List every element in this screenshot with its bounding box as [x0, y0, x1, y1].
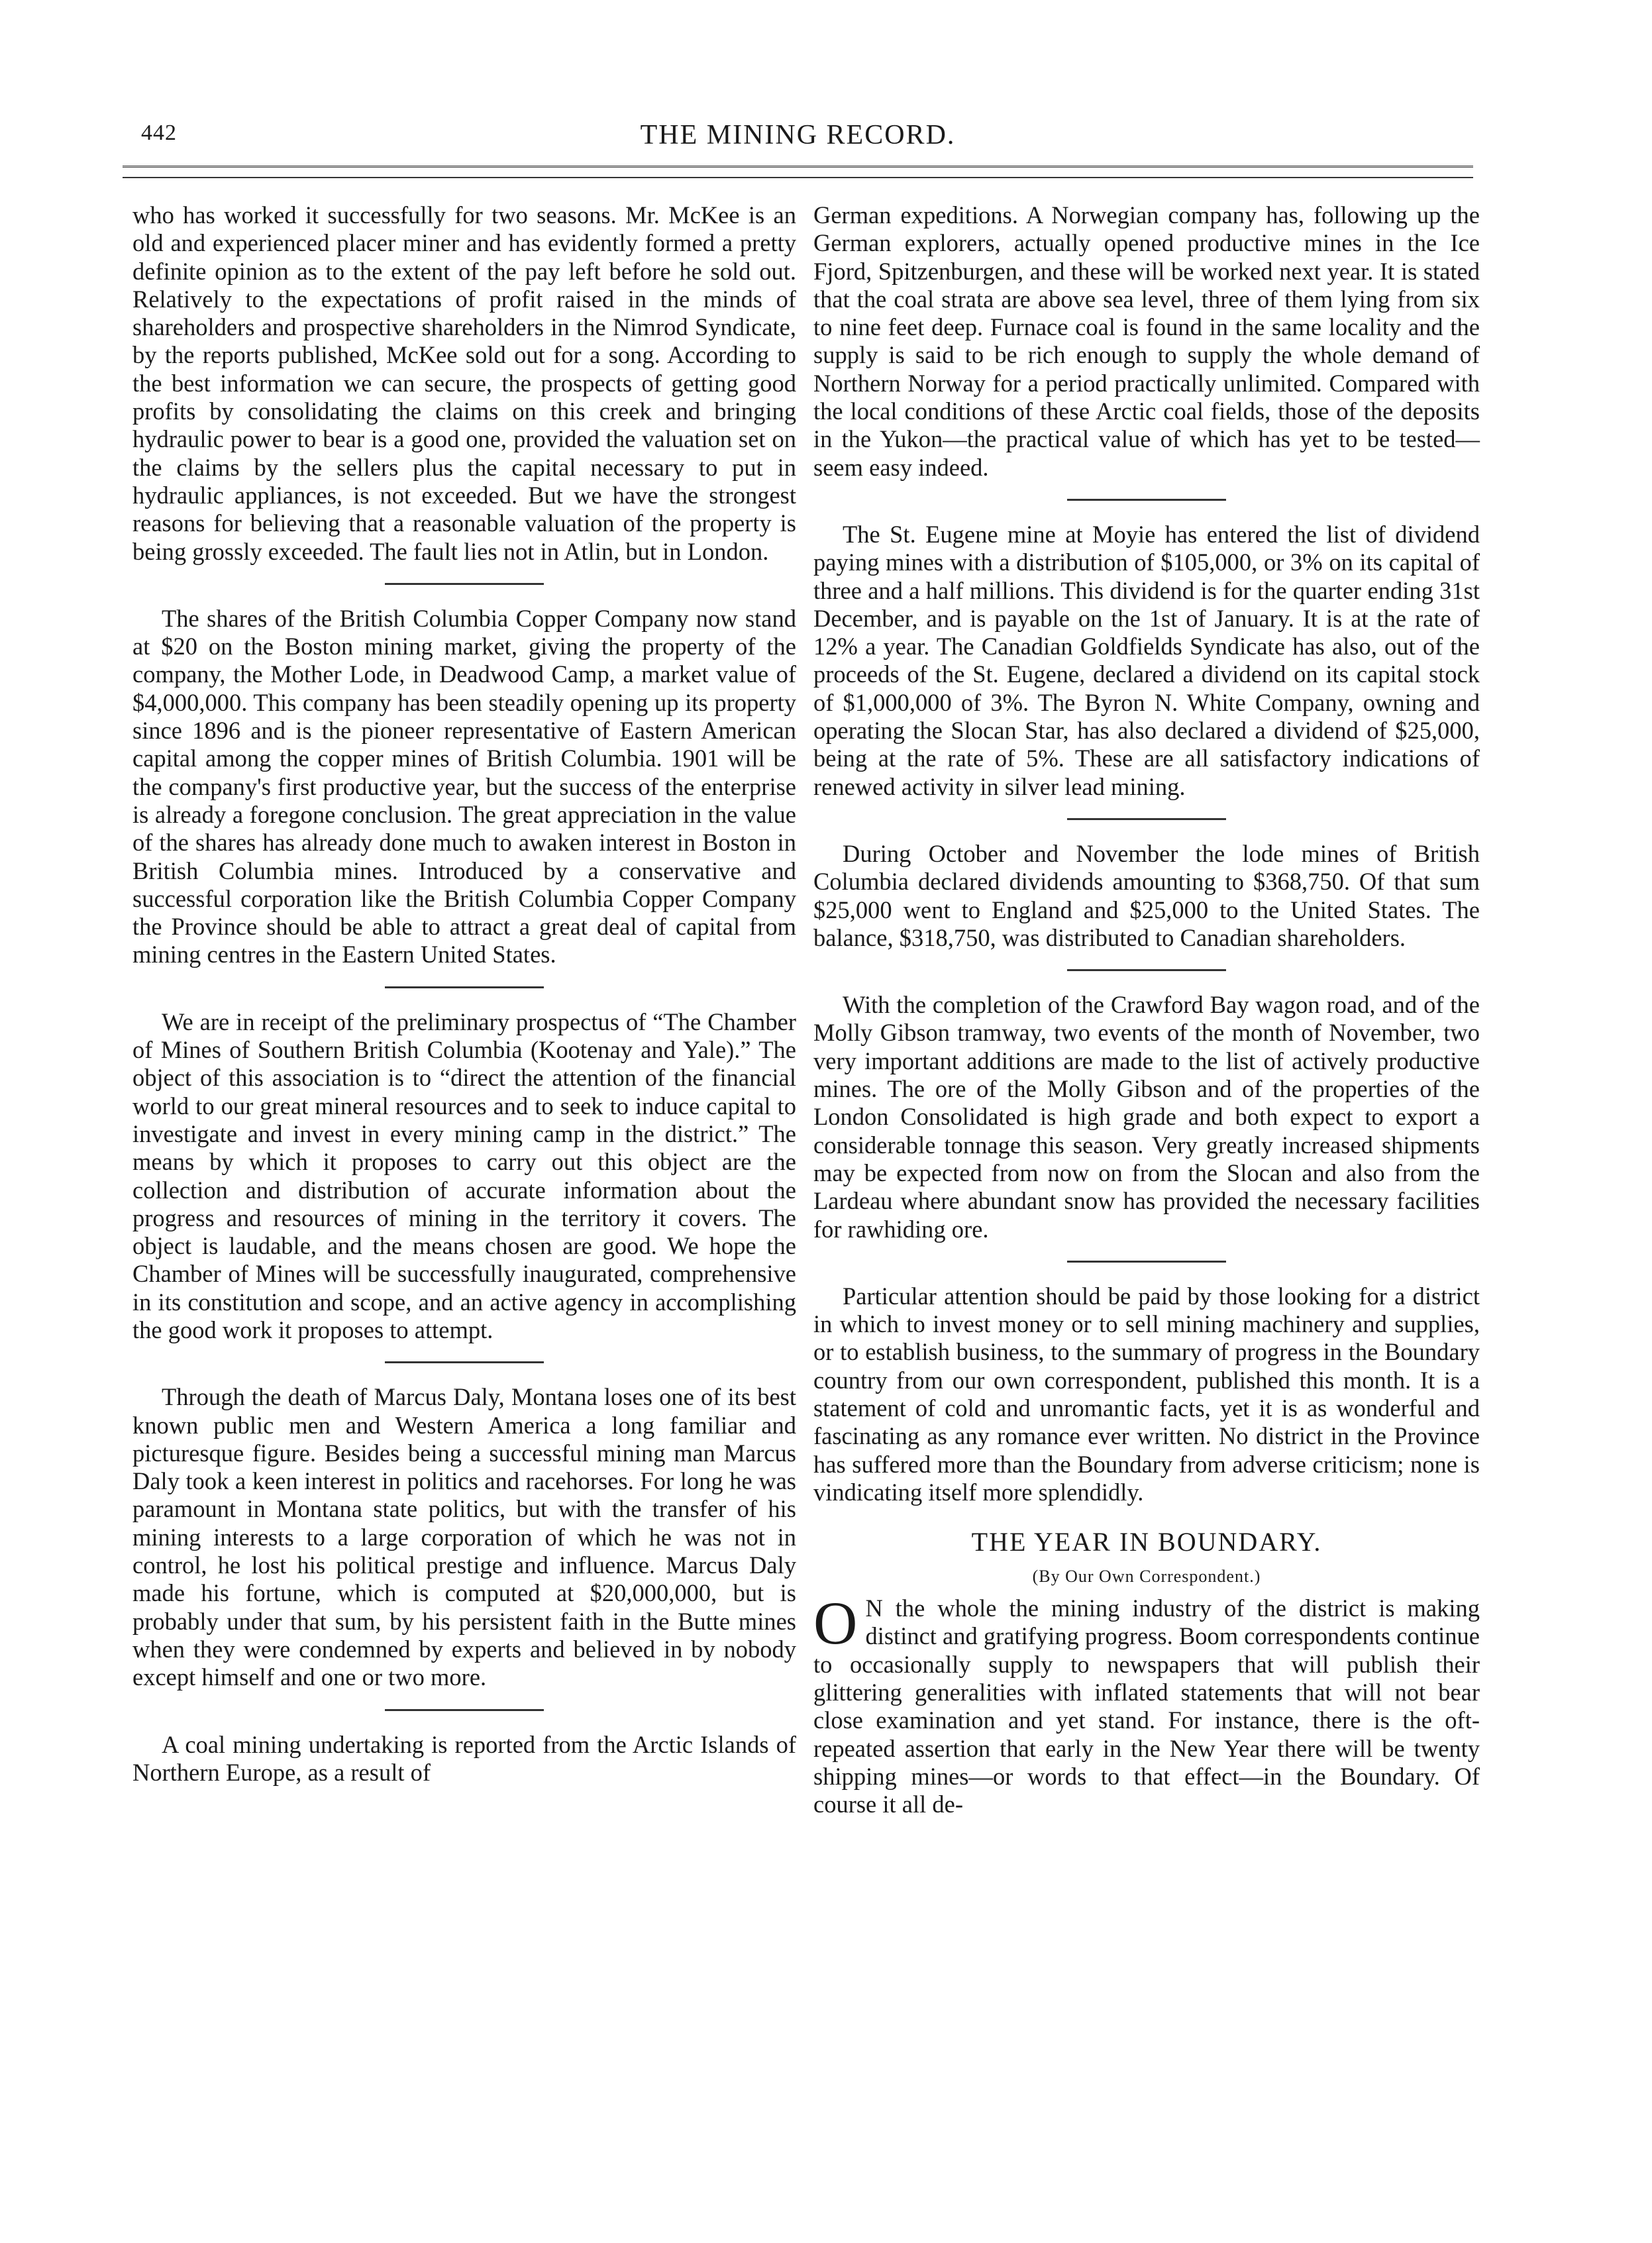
section-divider — [385, 583, 544, 585]
header-rule — [123, 166, 1473, 178]
article-arctic-coal-continued: German expeditions. A Norwegian company has, following up the German explorers, actually opened productive mines in the Ice Fjord, Spitzenburgen, and these will be worked next year. It is stated that the coal strata are above sea level, three of them lying from six to nine feet deep. Furnace coal is found in the same locality and the supply is said to be rich enough to supply the whole demand of Northern Norway for a period practically unlimited. Compared with the local conditions of these Arctic coal fields, those of the deposits in the Yukon—the practical value of which has yet to be tested—seem easy indeed. — [813, 201, 1480, 481]
drop-cap: O — [813, 1589, 858, 1657]
section-divider — [1067, 1261, 1226, 1263]
section-divider — [385, 1361, 544, 1363]
running-head: THE MINING RECORD. — [640, 120, 956, 150]
section-divider — [385, 1709, 544, 1711]
article-marcus-daly: Through the death of Marcus Daly, Montana loses one of its best known public men and Western America a long familiar and picturesque figure. Besides being a successful mining man Marcus Daly took a keen interest in politics and racehorses. For long he was paramount in Montana state politics, but with the transfer of his mining interests to a large corporation of which he was not in control, he lost his political prestige and influence. Marcus Daly made his fortune, which is computed at $20,000,000, but is probably under that sum, by his persistent faith in the Butte mines when they were condemned by experts and believed in by nobody except himself and one or two more. — [132, 1383, 796, 1691]
boundary-text: N the whole the mining industry of the district is making distinct and gratifying progress. Boom correspondents continue to occasionally supply to newspapers that will publish their glittering generalities with inflated statements that will not bear close examination and yet stand. For instance, there is the oft-repeated assertion that early in the New Year there will be twenty shipping mines—or words to that effect—in the Boundary. Of course it all de- — [813, 1594, 1480, 1818]
article-arctic-coal-start: A coal mining undertaking is reported from the Arctic Islands of Northern Europe, as a result of — [132, 1730, 796, 1786]
byline: (By Our Own Correspondent.) — [1032, 1567, 1261, 1587]
section-divider — [1067, 499, 1226, 501]
section-divider — [1067, 969, 1226, 971]
article-year-in-boundary — [813, 1589, 1480, 1818]
article-st-eugene: The St. Eugene mine at Moyie has entered the list of dividend paying mines with a distribution of $105,000, or 3% on its capital of three and a half millions. This dividend is for the quarter ending 31st December, and is payable on the 1st of January. It is at the rate of 12% a year. The Canadian Goldfields Syndicate has also, out of the proceeds of the St. Eugene, declared a dividend on its capital stock of $1,000,000 of 3%. The Byron N. White Company, owning and operating the Slocan Star, has also declared a dividend of $25,000, being at the rate of 5%. These are all satisfactory indications of renewed activity in silver lead mining. — [813, 520, 1480, 800]
left-column — [132, 201, 796, 1787]
article-crawford-bay: With the completion of the Crawford Bay wagon road, and of the Molly Gibson tramway, two events of the month of November, two very important additions are made to the list of actively productive mines. The ore of the Molly Gibson and of the properties of the London Consolidated is high grade and both expect to export a considerable tonnage this season. Very greatly increased shipments may be expected from now on from the Slocan and also from the Lardeau where abundant snow has provided the necessary facilities for rawhiding ore. — [813, 991, 1480, 1243]
page-number: 442 — [141, 121, 177, 145]
article-bc-copper: The shares of the British Columbia Copper Company now stand at $20 on the Boston mining market, giving the property of the company, the Mother Lode, in Deadwood Camp, a market value of $4,000,000. This company has been steadily opening up its property since 1896 and is the pioneer representative of Eastern American capital among the copper mines of British Columbia. 1901 will be the company's first productive year, but the success of the enterprise is already a foregone conclusion. The great appreciation in the value of the shares has already done much to awaken interest in Boston in British Columbia mines. Introduced by a conservative and successful corporation like the British Columbia Copper Company the Province should be able to attract a great deal of capital from mining centres in the Eastern United States. — [132, 604, 796, 968]
article-chamber-of-mines: We are in receipt of the preliminary prospectus of “The Chamber of Mines of Southern British Columbia (Kootenay and Yale).” The object of this association is to “direct the attention of the financial world to our great mineral resources and to seek to induce capital to investigate and invest in every mining camp in the district.” The means by which it proposes to carry out this object are the collection and distribution of accurate information about the progress and resources of mining in the territory it covers. The object is laudable, and the means chosen are good. We hope the Chamber of Mines will be successfully inaugurated, comprehensive in its constitution and scope, and an active agency in accomplishing the good work it proposes to attempt. — [132, 1008, 796, 1343]
article-mckee-atlin: who has worked it successfully for two seasons. Mr. McKee is an old and experienced placer miner and has evidently formed a pretty definite opinion as to the extent of the pay left before he sold out. Relatively to the expectations of profit raised in the minds of shareholders and prospective shareholders in the Nimrod Syndicate, by the reports published, McKee sold out for a song. According to the best information we can secure, the prospects of getting good profits by consolidating the claims on this creek and bringing hydraulic power to bear is a good one, provided the valuation set on the claims by the sellers plus the capital necessary to put in hydraulic appliances, is not exceeded. But we have the strongest reasons for believing that a reasonable valuation of the property is being grossly exceeded. The fault lies not in Atlin, but in London. — [132, 201, 796, 565]
page-header — [123, 119, 1473, 159]
section-divider — [1067, 818, 1226, 820]
article-boundary-attention: Particular attention should be paid by those looking for a district in which to invest money or to sell mining machinery and supplies, or to establish business, to the summary of progress in the Boundary country from our own correspondent, published this month. It is a statement of cold and unromantic facts, yet it is as wonderful and fascinating as any romance ever written. No district in the Province has suffered more than the Boundary from adverse criticism; none is vindicating itself more splendidly. — [813, 1282, 1480, 1506]
right-column — [813, 201, 1480, 1819]
section-title: THE YEAR IN BOUNDARY. — [971, 1527, 1322, 1557]
article-dividends: During October and November the lode mines of British Columbia declared dividends amounting to $368,750. Of that sum $25,000 went to England and $25,000 to the United States. The balance, $318,750, was distributed to Canadian shareholders. — [813, 839, 1480, 951]
section-divider — [385, 986, 544, 988]
